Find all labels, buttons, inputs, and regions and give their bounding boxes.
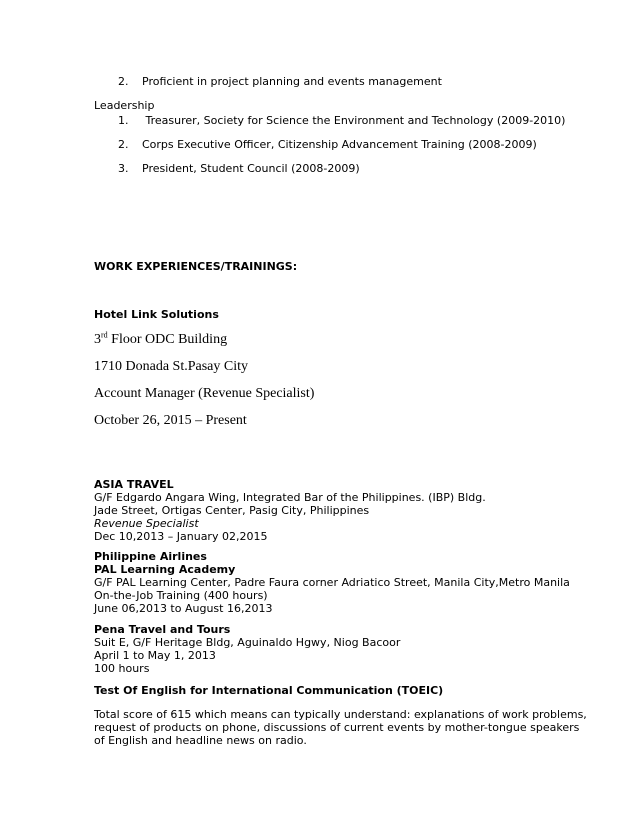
pal-section	[94, 550, 570, 615]
leadership-item-number: 3.	[118, 162, 129, 175]
skill-item	[118, 75, 442, 88]
work-experience-heading: WORK EXPERIENCES/TRAININGS:	[94, 260, 298, 273]
toeic-heading: Test Of English for International Communication (TOEIC)	[94, 684, 444, 697]
pal-unit: PAL Learning Academy	[94, 563, 236, 576]
asia-travel-position: Revenue Specialist	[94, 517, 199, 530]
asia-travel-company: ASIA TRAVEL	[94, 478, 174, 491]
hotel-link-position: Account Manager (Revenue Specialist)	[94, 386, 315, 401]
hotel-link-company: Hotel Link Solutions	[94, 308, 219, 321]
hotel-link-floor-text: Floor ODC Building	[107, 332, 228, 347]
skill-item-number: 2.	[118, 75, 129, 88]
pena-company: Pena Travel and Tours	[94, 623, 231, 636]
pal-address: G/F PAL Learning Center, Padre Faura corner Adriatico Street, Manila City,Metro Manila	[94, 576, 570, 589]
asia-travel-dates: Dec 10,2013 – January 02,2015	[94, 530, 268, 543]
leadership-item	[118, 162, 360, 175]
toeic-description	[94, 708, 587, 747]
leadership-item-number: 1.	[118, 114, 129, 127]
leadership-item	[118, 114, 565, 127]
hotel-link-dates: October 26, 2015 – Present	[94, 413, 247, 428]
pena-section	[94, 623, 554, 675]
pena-hours: 100 hours	[94, 662, 150, 675]
pena-address: Suit E, G/F Heritage Bldg, Aguinaldo Hgwy, Niog Bacoor	[94, 636, 401, 649]
leadership-heading: Leadership	[94, 99, 155, 112]
hotel-link-floor-number: 3	[94, 332, 101, 347]
hotel-link-floor-suffix: rd	[101, 330, 108, 340]
leadership-item-number: 2.	[118, 138, 129, 151]
asia-travel-address-line2: Jade Street, Ortigas Center, Pasig City, Philippines	[94, 504, 370, 517]
leadership-item-text: Treasurer, Society for Science the Environment and Technology (2009-2010)	[142, 114, 566, 127]
pal-training: On-the-Job Training (400 hours)	[94, 589, 268, 602]
hotel-link-floor	[94, 332, 227, 348]
leadership-item	[118, 138, 537, 151]
asia-travel-section	[94, 478, 554, 543]
pena-dates: April 1 to May 1, 2013	[94, 649, 216, 662]
toeic-description-line: request of products on phone, discussions of current events by mother-tongue speakers	[94, 721, 580, 734]
pal-dates: June 06,2013 to August 16,2013	[94, 602, 273, 615]
toeic-description-line: of English and headline news on radio.	[94, 734, 307, 747]
skill-item-text: Proficient in project planning and events management	[142, 75, 442, 88]
toeic-description-line: Total score of 615 which means can typically understand: explanations of work problems,	[94, 708, 587, 721]
hotel-link-address: 1710 Donada St.Pasay City	[94, 359, 248, 374]
asia-travel-address-line1: G/F Edgardo Angara Wing, Integrated Bar of the Philippines. (IBP) Bldg.	[94, 491, 486, 504]
leadership-item-text: Corps Executive Officer, Citizenship Advancement Training (2008-2009)	[142, 138, 537, 151]
leadership-item-text: President, Student Council (2008-2009)	[142, 162, 360, 175]
pal-company: Philippine Airlines	[94, 550, 207, 563]
